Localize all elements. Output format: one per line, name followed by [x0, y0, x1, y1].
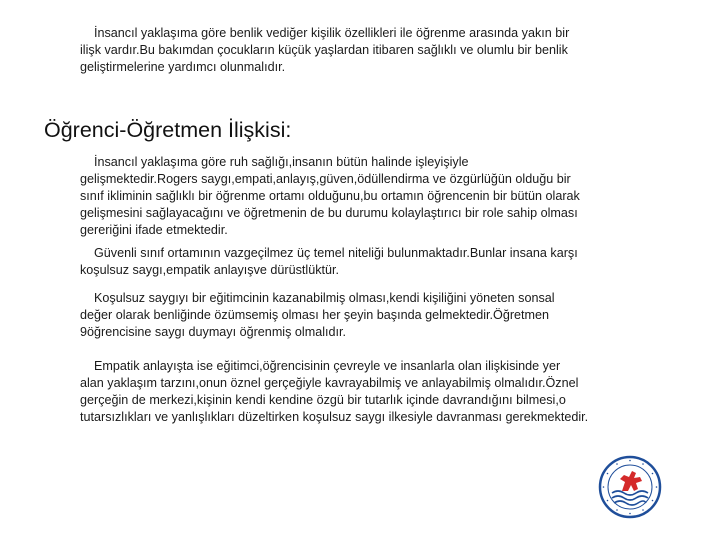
intro-line: ilişk vardır.Bu bakımdan çocukların küçük yaşlardan itibaren sağlıklı ve olumlu bir benlik: [80, 43, 568, 57]
paragraph-line: Empatik anlayışta ise eğitimci,öğrencisinin çevreyle ve insanlarla olan ilişkisinde yer: [80, 359, 561, 373]
paragraph-line: gereriğini ifade etmektedir.: [80, 223, 228, 237]
paragraph-line: değer olarak benliğinde özümsemiş olması her şeyin başında gelmektedir.Öğretmen: [80, 308, 550, 322]
intro-line: İnsancıl yaklaşıma göre benlik vediğer kişilik özellikleri ile öğrenme arasında yakın bir: [80, 26, 570, 40]
section-heading: Öğrenci-Öğretmen İlişkisi:: [44, 118, 292, 142]
paragraph-line: gelişmesini sağlayacağını ve öğretmenin de bu durumu kolaylaştırıcı bir role sahip olması: [80, 206, 578, 220]
paragraph-guvenli-sinif: [80, 245, 578, 279]
paragraph-line: İnsancıl yaklaşıma göre ruh sağlığı,insanın bütün halinde işleyişiyle: [80, 155, 469, 169]
university-seal-icon: [598, 455, 662, 519]
paragraph-empatik-anlayis: [80, 358, 588, 426]
paragraph-line: Güvenli sınıf ortamının vazgeçilmez üç temel niteliği bulunmaktadır.Bunlar insana karşı: [80, 246, 578, 260]
intro-paragraph: [80, 25, 569, 76]
paragraph-line: gerçeğin de merkezi,kişinin kendi kendine özgü bir tutarlık içinde davrandığını bilmesi,o: [80, 393, 566, 407]
paragraph-ruh-sagligi: [80, 154, 580, 239]
paragraph-line: Koşulsuz saygıyı bir eğitimcinin kazanabilmiş olması,kendi kişiliğini yöneten sonsal: [80, 291, 555, 305]
paragraph-line: sınıf ikliminin sağlıklı bir öğrenme ortamı olduğunu,bu ortamın öğrencenin bir bütün olarak: [80, 189, 580, 203]
paragraph-line: tutarsızlıkları ve yanlışlıkları düzeltirken koşulsuz saygı ilkesiyle davranması gerekmektedir.: [80, 410, 589, 424]
paragraph-line: gelişmektedir.Rogers saygı,empati,anlayış,güven,ödüllendirma ve özgürlüğün olduğu bir: [80, 172, 571, 186]
paragraph-line: koşulsuz saygı,empatik anlayışve dürüstlüktür.: [80, 263, 339, 277]
paragraph-line: 9öğrencisine saygı duymayı öğrenmiş olmalıdır.: [80, 325, 346, 339]
paragraph-line: alan yaklaşım tarzını,onun öznel gerçeğiyle kavrayabilmiş ve anlayabilmiş olmalıdır.Öznel: [80, 376, 579, 390]
paragraph-kosulsuz-saygi: [80, 290, 555, 341]
intro-line: geliştirmelerine yardımcı olunmalıdır.: [80, 60, 286, 74]
